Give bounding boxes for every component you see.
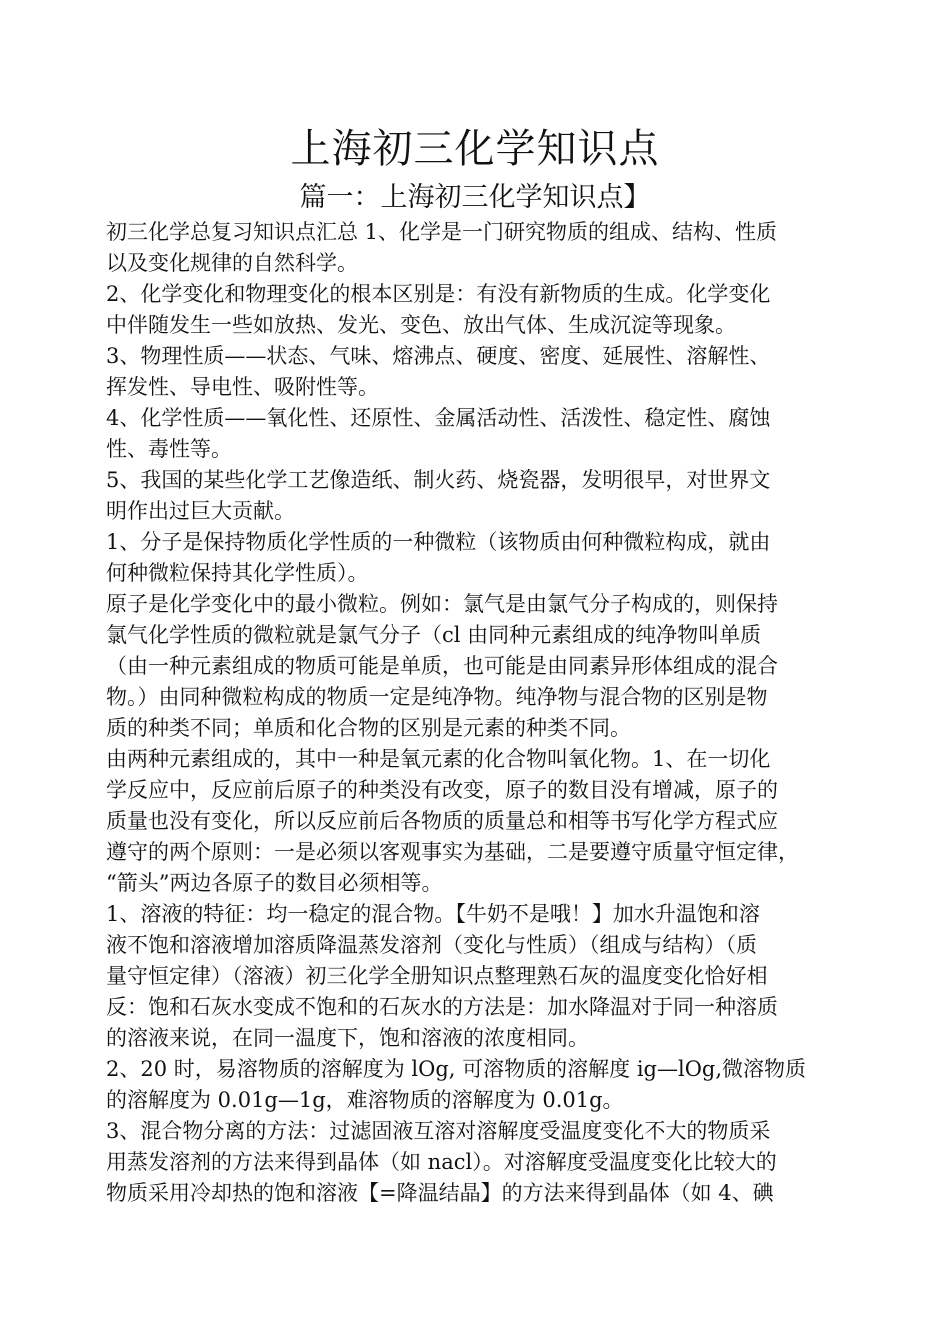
document-title: 上海初三化学知识点	[290, 125, 660, 172]
body-line: 由两种元素组成的，其中一种是氧元素的化合物叫氧化物。1、在一切化	[106, 747, 771, 771]
body-line: 以及变化规律的自然科学。	[106, 251, 358, 275]
body-line: 明作出过巨大贡献。	[106, 499, 295, 523]
body-line: 反：饱和石灰水变成不饱和的石灰水的方法是：加水降温对于同一种溶质	[106, 995, 778, 1019]
body-line: 何种微粒保持其化学性质）。	[106, 561, 369, 585]
body-line: 中伴随发生一些如放热、发光、变色、放出气体、生成沉淀等现象。	[106, 313, 736, 337]
body-line: 物质采用冷却热的饱和溶液【=降温结晶】的方法来得到晶体（如 4、碘	[106, 1181, 774, 1205]
body-line: 的溶解度为 0.01g—1g，难溶物质的溶解度为 0.01g。	[106, 1088, 624, 1112]
body-line: 3、物理性质——状态、气味、熔沸点、硬度、密度、延展性、溶解性、	[106, 344, 771, 368]
body-line: 物。）由同种微粒构成的物质一定是纯净物。纯净物与混合物的区别是物	[106, 685, 768, 709]
body-line: 1、溶液的特征：均一稳定的混合物。【牛奶不是哦！】加水升温饱和溶	[106, 902, 760, 926]
body-line: 性、毒性等。	[106, 437, 232, 461]
body-line: 的溶液来说，在同一温度下，饱和溶液的浓度相同。	[106, 1026, 589, 1050]
body-line: 原子是化学变化中的最小微粒。例如：氯气是由氯气分子构成的，则保持	[106, 592, 778, 616]
body-line: （由一种元素组成的物质可能是单质，也可能是由同素异形体组成的混合	[106, 654, 778, 678]
body-line: 5、我国的某些化学工艺像造纸、制火药、烧瓷器，发明很早，对世界文	[106, 468, 771, 492]
body-line: 2、化学变化和物理变化的根本区别是：有没有新物质的生成。化学变化	[106, 282, 771, 306]
body-line: 1、分子是保持物质化学性质的一种微粒（该物质由何种微粒构成，就由	[106, 530, 771, 554]
body-line: 用蒸发溶剂的方法来得到晶体（如 nacl）。对溶解度受温度变化比较大的	[106, 1150, 777, 1174]
body-line: 遵守的两个原则：一是必须以客观事实为基础，二是要遵守质量守恒定律，	[106, 840, 799, 864]
body-line: 学反应中，反应前后原子的种类没有改变，原子的数目没有增减，原子的	[106, 778, 778, 802]
document-subtitle: 篇一：上海初三化学知识点】	[299, 182, 651, 214]
body-line: 初三化学总复习知识点汇总 1、化学是一门研究物质的组成、结构、性质	[106, 220, 778, 244]
body-line: 3、混合物分离的方法：过滤固液互溶对溶解度受温度变化不大的物质采	[106, 1119, 771, 1143]
body-line: 4、化学性质——氧化性、还原性、金属活动性、活泼性、稳定性、腐蚀	[106, 406, 771, 430]
document-body	[106, 217, 858, 1209]
body-line: 量守恒定律）（溶液）初三化学全册知识点整理熟石灰的温度变化恰好相	[106, 964, 768, 988]
body-line: 挥发性、导电性、吸附性等。	[106, 375, 379, 399]
body-line: “箭头”两边各原子的数目必须相等。	[106, 871, 443, 895]
body-line: 氯气化学性质的微粒就是氯气分子（cl 由同种元素组成的纯净物叫单质	[106, 623, 762, 647]
body-line: 2、20 时，易溶物质的溶解度为 lOg, 可溶物质的溶解度 ig—lOg,微溶物质	[106, 1057, 807, 1081]
body-line: 质量也没有变化，所以反应前后各物质的质量总和相等书写化学方程式应	[106, 809, 778, 833]
body-line: 液不饱和溶液增加溶质降温蒸发溶剂（变化与性质）（组成与结构）（质	[106, 933, 757, 957]
body-line: 质的种类不同；单质和化合物的区别是元素的种类不同。	[106, 716, 631, 740]
